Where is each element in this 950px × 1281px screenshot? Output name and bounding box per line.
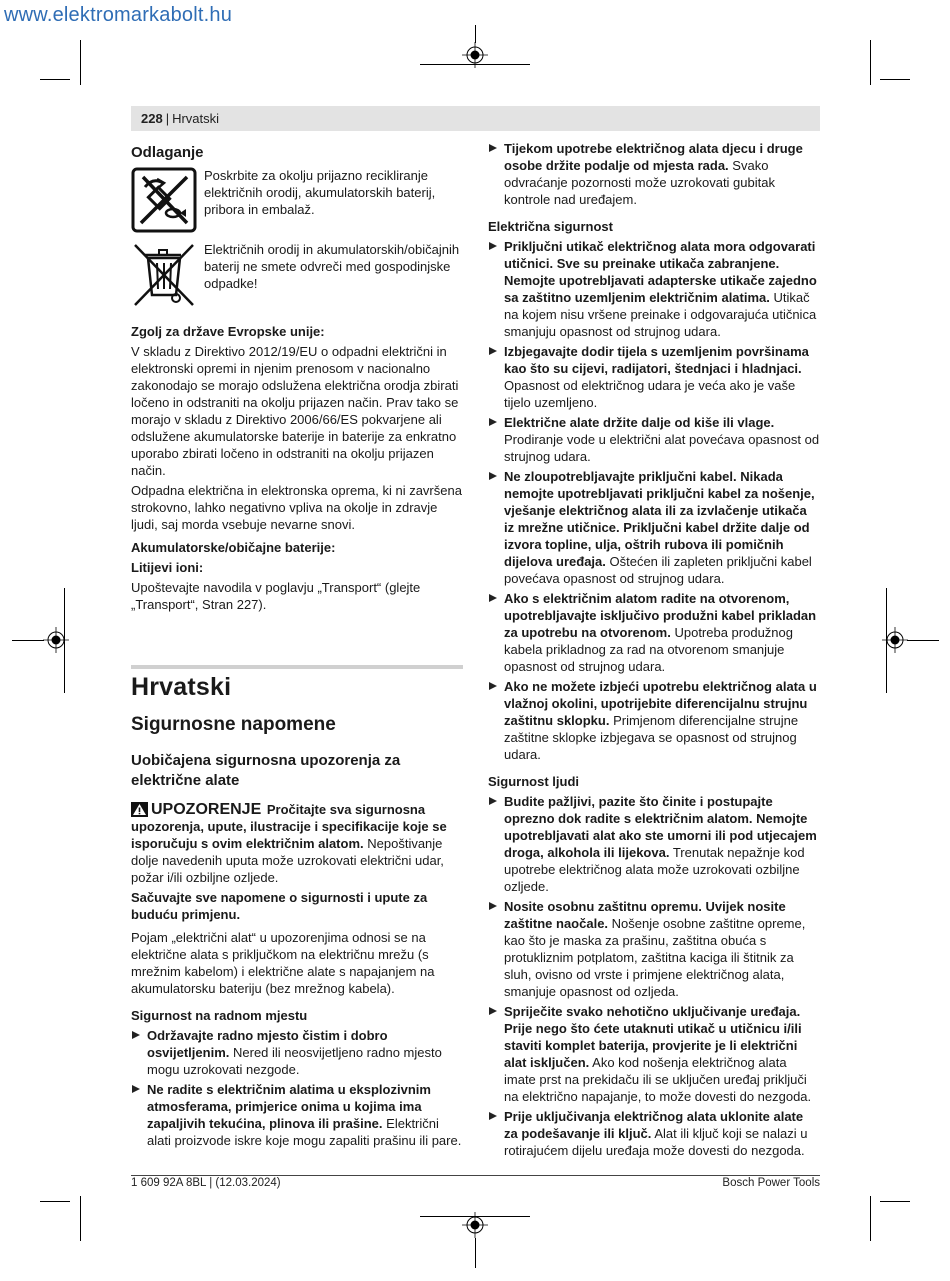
registration-mark-icon	[43, 627, 69, 653]
item-bold: Spriječite svako nehotično uključivanje uređaja. Prije nego što ćete utaknuti utikač u utičnicu i/ili staviti komplet baterija, provjerite je li električni alat isključen.	[504, 1004, 802, 1070]
item-text: Svako odvraćanje pozornosti može uzrokovati gubitak kontrole nad uređajem.	[504, 158, 775, 207]
safety-heading: Sigurnosne napomene	[131, 714, 336, 735]
header-language: Hrvatski	[172, 111, 220, 126]
recycle-row	[131, 167, 463, 233]
recycle-text: Poskrbite za okolju prijazno recikliranje električnih orodij, akumulatorskih baterij, pribora in embalaž.	[204, 168, 436, 217]
workplace-list	[131, 1027, 463, 1149]
item-text: Oštećen ili zapleten priključni kabel povećava opasnost od strujnog udara.	[504, 554, 812, 586]
crop-mark	[420, 1216, 530, 1217]
item-bold: Ne radite s električnim alatima u eksplozivnim atmosferama, primjerice onima u kojima ima zapaljivih tekućina, plinova ili prašine.	[147, 1082, 431, 1131]
save-instructions: Sačuvajte sve napomene o sigurnosti i upute za buduću primjenu.	[131, 890, 428, 922]
crop-mark	[40, 79, 70, 80]
li-ion-title: Litijevi ioni:	[131, 560, 204, 575]
crop-mark	[907, 640, 939, 641]
language-heading: Hrvatski	[131, 673, 232, 701]
workplace-title: Sigurnost na radnom mjestu	[131, 1008, 308, 1023]
warning-rest-text: Nepoštivanje dolje navedenih uputa može uzrokovati električni udar, požar i/ili ozbiljne ozljede.	[131, 836, 444, 885]
warning-paragraph	[131, 801, 463, 886]
site-url[interactable]: www.elektromarkabolt.hu	[4, 4, 233, 26]
workplace-list-continued	[488, 140, 820, 208]
people-list	[488, 793, 820, 1159]
crop-mark	[880, 1201, 910, 1202]
crop-mark	[475, 1238, 476, 1268]
item-bold: Budite pažljivi, pazite što činite i postupajte oprezno dok radite s električnim alatom. Nemojte upotrebljavati alat ako ste umorni ili pod utjecajem droga, alkohola ili lijekova.	[504, 794, 817, 860]
right-column	[488, 140, 820, 1162]
list-item	[488, 590, 820, 675]
li-ion-text: Upoštevajte navodila v poglavju „Transport“ (glejte „Transport“, Stran 227).	[131, 580, 421, 612]
item-bold: Priključni utikač električnog alata mora odgovarati utičnici. Sve su preinake utikača zabranjene. Nemojte upotrebljavati adapterske utikače zajedno sa zaštitno uzemljenim električnim alatima.	[504, 239, 817, 305]
warning-bold-text: Pročitajte sva sigurnosna upozorenja, upute, ilustracije i specifikacije koje se isporučuju s ovim električnim alatom.	[131, 802, 447, 851]
item-text: Nošenje osobne zaštitne opreme, kao što je maska za prašinu, zaštitna obuća s protukliznim potplatom, zaštitna kaciga ili štitnik za sluh, ovisno od vrste i primjene električnog alata, smanjuje opasnost od ozljeda.	[504, 916, 806, 999]
list-item	[488, 140, 820, 208]
crop-mark	[475, 25, 476, 43]
crop-mark	[420, 64, 530, 65]
item-bold: Tijekom upotrebe električnog alata djecu i druge osobe držite podalje od mjesta rada.	[504, 141, 803, 173]
list-item	[488, 1003, 820, 1105]
item-text: Električni alati proizvode iskre koje mogu zapaliti prašinu ili pare.	[147, 1116, 462, 1148]
disposal-title: Odlaganje	[131, 144, 204, 161]
bin-text: Električnih orodij in akumulatorskih/običajnih baterij ne smete odvreči med gospodinjske odpadke!	[204, 242, 460, 291]
electrical-list	[488, 238, 820, 763]
concept-text: Pojam „električni alat“ u upozorenjima odnosi se na električne alata s priključkom na električnu mrežu (s mrežnim kabelom) i električne alate s napajanjem na akumulatorsku bateriju (bez mrežnog kabela).	[131, 930, 435, 996]
crossed-out-wheelie-bin-icon	[131, 241, 197, 307]
list-item	[131, 1081, 463, 1149]
item-text: Nered ili neosvijetljeno radno mjesto mogu uzrokovati nezgode.	[147, 1045, 442, 1077]
eu-paragraph-1: V skladu z Direktivo 2012/19/EU o odpadni električni in elektronski opremi in njenim prenosom v nacionalno zakonodajo se morajo odslužena električna orodja zbirati ločeno in odstraniti na okolju prijazen način. Prav tako se morajo v skladu z Direktivo 2006/66/ES pokvarjene ali odslužene akumulatorske baterije in baterije za enkratno uporabo zbirati ločeno in odstraniti na okolju prijazen način.	[131, 344, 459, 478]
crop-mark	[870, 40, 871, 85]
page-number: 228	[141, 111, 163, 126]
list-item	[488, 238, 820, 340]
list-item	[488, 793, 820, 895]
crop-mark	[80, 1196, 81, 1241]
list-item	[488, 343, 820, 411]
item-bold: Ne zloupotrebljavajte priključni kabel. Nikada nemojte upotrebljavati priključni kabel za nošenje, vješanje električnog alata ili za izvlačenje utikača iz mrežne utičnice. Priključni kabel držite dalje od izvora topline, ulja, oštrih rubova ili pomičnih dijelova uređaja.	[504, 469, 815, 569]
electrical-title: Električna sigurnost	[488, 219, 613, 234]
item-bold: Električne alate držite dalje od kiše ili vlage.	[504, 415, 775, 430]
item-bold: Ako ne možete izbjeći upotrebu električnog alata u vlažnoj okolini, upotrijebite diferencijalnu strujnu zaštitnu sklopku.	[504, 679, 817, 728]
item-text: Upotreba produžnog kabela prikladnog za rad na otvorenom smanjuje opasnost od strujnog udara.	[504, 625, 793, 674]
crop-mark	[40, 1201, 70, 1202]
footer-rule	[131, 1175, 820, 1176]
bin-row	[131, 241, 463, 307]
item-bold: Izbjegavajte dodir tijela s uzemljenim površinama kao što su cijevi, radijatori, štednjaci i hladnjaci.	[504, 344, 809, 376]
item-text: Primjenom diferencijalne strujne zaštitne sklopke izbjegava se opasnost od strujnog udara.	[504, 713, 799, 762]
item-bold: Prije uključivanja električnog alata uklonite alate za podešavanje ili ključ.	[504, 1109, 804, 1141]
people-title: Sigurnost ljudi	[488, 774, 579, 789]
left-column	[131, 140, 463, 1152]
document-id: 1 609 92A 8BL | (12.03.2024)	[131, 1177, 281, 1189]
eu-title: Zgolj za države Evropske unije:	[131, 324, 325, 339]
crop-mark	[880, 79, 910, 80]
list-item	[488, 678, 820, 763]
warning-label: UPOZORENJE	[151, 801, 262, 818]
warning-triangle-icon	[131, 802, 148, 817]
section-divider	[131, 665, 463, 669]
list-item	[488, 414, 820, 465]
crop-mark	[64, 588, 65, 693]
item-bold: Nosite osobnu zaštitnu opremu. Uvijek nosite zaštitne naočale.	[504, 899, 786, 931]
item-text: Ako kod nošenja električnog alata imate prst na prekidaču ili se uključen uređaj priključi na električno napajanje, to može dovesti do nezgoda.	[504, 1055, 812, 1104]
item-bold: Ako s električnim alatom radite na otvorenom, upotrebljavajte isključivo produžni kabel prikladan za upotrebu na otvorenom.	[504, 591, 817, 640]
crop-mark	[80, 40, 81, 85]
eu-paragraph-2: Odpadna električna in elektronska oprema, ki ni završena strokovno, lahko negativno vpliva na okolje in zdravje ljudi, saj morda vsebuje nevarne snovi.	[131, 483, 462, 532]
warning-badge	[131, 801, 261, 818]
list-item	[131, 1027, 463, 1078]
battery-title: Akumulatorske/običajne baterije:	[131, 540, 336, 555]
item-text: Alat ili ključ koji se nalazi u rotirajućem dijelu uređaja može dovesti do nezgoda.	[504, 1126, 808, 1158]
item-bold: Održavajte radno mjesto čistim i dobro osvijetljenim.	[147, 1028, 388, 1060]
crop-mark	[12, 640, 44, 641]
list-item	[488, 898, 820, 1000]
page-header	[131, 106, 820, 131]
header-separator: |	[165, 111, 170, 126]
item-text: Utikač na kojem nisu vršene preinake i odgovarajuća utičnica smanjuju opasnost od strujnog udara.	[504, 290, 817, 339]
item-text: Trenutak nepažnje kod upotrebe električnog alata može uzrokovati ozbiljne ozljede.	[504, 845, 805, 894]
crop-mark	[886, 588, 887, 693]
crop-mark	[870, 1196, 871, 1241]
item-text: Prodiranje vode u električni alat povećava opasnost od strujnog udara.	[504, 432, 820, 464]
recycling-symbol-icon	[131, 167, 197, 233]
general-warnings-heading: Uobičajena sigurnosna upozorenja za električne alate	[131, 752, 401, 789]
footer-brand: Bosch Power Tools	[722, 1177, 820, 1189]
item-text: Opasnost od električnog udara je veća ako je vaše tijelo uzemljeno.	[504, 378, 796, 410]
list-item	[488, 468, 820, 587]
list-item	[488, 1108, 820, 1159]
